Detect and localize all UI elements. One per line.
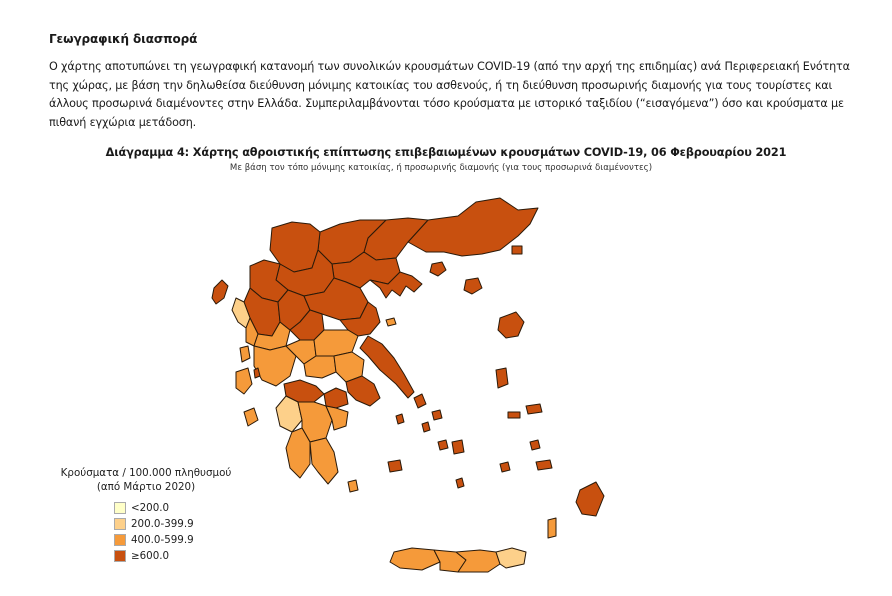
region-karpathos (548, 518, 556, 538)
region-santorini (456, 478, 464, 488)
legend-title-line: Κρούσματα / 100.000 πληθυσμού (60, 467, 232, 479)
chart-subtitle: Με βάση τον τόπο μόνιμης κατοικίας, ή προσωρινής διαμονής (για τους προσωρινά διαμένοντες) (229, 163, 653, 173)
region-astypalaia (500, 462, 510, 472)
region-attica (346, 376, 380, 406)
region-milos (388, 460, 402, 472)
region-tinos (432, 410, 442, 420)
region-samothrace (512, 246, 522, 254)
region-lesvos (498, 312, 524, 338)
section-heading: Γεωγραφική διασπορά (49, 32, 198, 46)
region-chania (390, 548, 440, 570)
region-corfu (212, 280, 228, 304)
region-rhodes (576, 482, 604, 516)
region-laconia (310, 438, 338, 484)
region-zakynthos (244, 408, 258, 426)
legend-item (114, 532, 236, 548)
legend-swatch (114, 518, 126, 530)
paragraph-line: άλλους προσωρινά διαμένοντες στην Ελλάδα. Συμπεριλαμβάνονται τόσο κρούσματα με ιστορικό ταξιδίου (“εισαγόμενα”) όσο και κρούσματα με (49, 97, 844, 111)
legend-swatch (114, 502, 126, 514)
region-ikaria (508, 412, 520, 418)
paragraph-line: πιθανή εγχώρια μετάδοση. (49, 115, 197, 129)
legend-label: 400.0-599.9 (131, 534, 194, 546)
greece-choropleth-map (200, 180, 640, 590)
region-lefkada (240, 346, 250, 362)
legend-items (114, 500, 236, 564)
region-syros (422, 422, 430, 432)
region-naxos (452, 440, 464, 454)
description-paragraph (49, 58, 849, 132)
legend-title-line: (από Μάρτιο 2020) (96, 481, 196, 493)
legend-item (114, 500, 236, 516)
paragraph-line: Ο χάρτης αποτυπώνει τη γεωγραφική κατανομή των συνολικών κρουσμάτων COVID-19 (από την αρχή της επιδημίας) ανά Περιφερειακή Ενότητα (49, 60, 850, 73)
region-paros (438, 440, 448, 450)
region-lemnos (464, 278, 482, 294)
legend-swatch (114, 550, 126, 562)
region-kea (396, 414, 404, 424)
region-kos (536, 460, 552, 470)
legend-title (56, 466, 236, 494)
region-thasos (430, 262, 446, 276)
region-lasithi (496, 548, 526, 568)
map-legend (56, 466, 236, 564)
region-aetolia-acarnania (254, 346, 296, 386)
region-kefalonia (236, 368, 252, 394)
legend-label: ≥600.0 (131, 550, 170, 562)
region-kalymnos (530, 440, 540, 450)
legend-label: 200.0-399.9 (131, 518, 194, 530)
legend-item (114, 548, 236, 564)
paragraph-line: της χώρας, με βάση την δηλωθείσα διεύθυνση μόνιμης κατοικίας του ασθενούς, ή τη διεύθυνση προσωρινής διαμονής για τους τουρίστες και (49, 78, 833, 92)
region-messinia (286, 428, 310, 478)
region-kythira (348, 480, 358, 492)
region-chios (496, 368, 508, 388)
legend-label: <200.0 (131, 502, 170, 514)
region-samos (526, 404, 542, 414)
region-andros (414, 394, 426, 408)
legend-item (114, 516, 236, 532)
region-sporades (386, 318, 396, 326)
region-corinthia (324, 388, 348, 408)
chart-title: Διάγραμμα 4: Χάρτης αθροιστικής επίπτωσης επιβεβαιωμένων κρουσμάτων COVID-19, 06 Φεβρουαρίου 2021 (105, 146, 787, 159)
legend-swatch (114, 534, 126, 546)
